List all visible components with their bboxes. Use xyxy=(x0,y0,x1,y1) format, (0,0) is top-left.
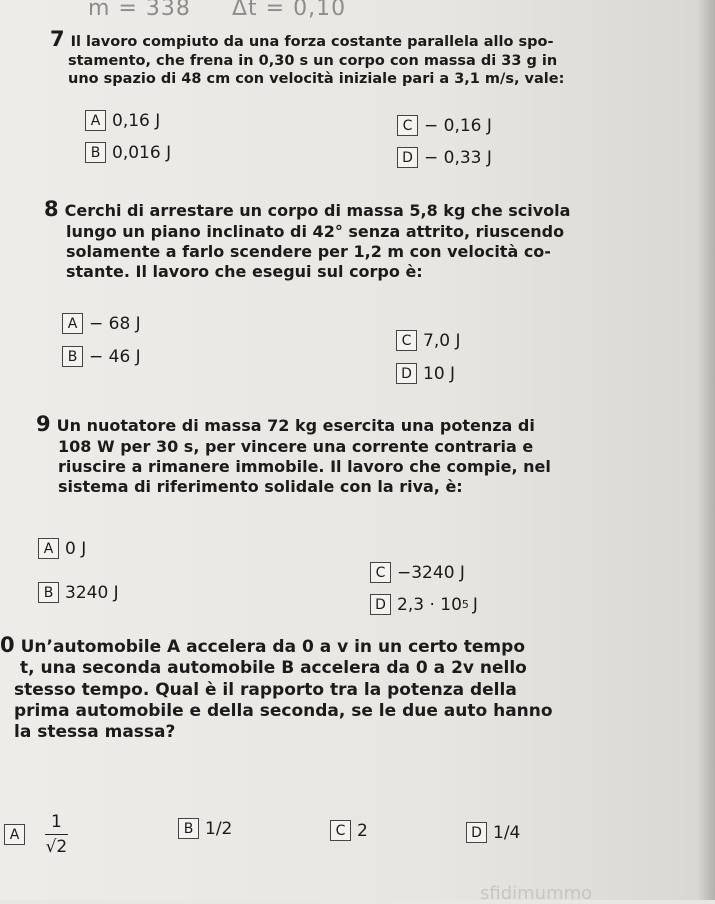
option-b[interactable]: B 3240 J xyxy=(38,582,119,603)
option-a[interactable]: A $\frac{1}{√2}$ xyxy=(4,812,68,857)
question-number: 8 xyxy=(44,197,59,221)
question-text-line: Un nuotatore di massa 72 kg esercita una potenza di xyxy=(56,416,535,435)
question-text-line: 108 W per 30 s, per vincere una corrente contraria e xyxy=(58,437,534,457)
question-7 xyxy=(50,26,564,89)
question-number: 9 xyxy=(36,412,51,436)
option-b[interactable]: B − 46 J xyxy=(62,346,141,367)
question-text-line: Il lavoro compiuto da una forza costante parallela allo spo- xyxy=(70,34,554,50)
option-c[interactable]: C 2 xyxy=(330,820,368,841)
scribble-right: Δt = 0,10 xyxy=(232,0,347,21)
option-a[interactable]: A 0 J xyxy=(38,538,86,559)
option-c[interactable]: C − 0,16 J xyxy=(397,115,492,136)
option-b[interactable]: B 1/2 xyxy=(178,818,232,839)
question-9 xyxy=(36,411,551,497)
option-c[interactable]: C −3240 J xyxy=(370,562,465,583)
page-edge-shadow xyxy=(697,0,715,900)
question-text-line: lungo un piano inclinato di 42° senza attrito, riuscendo xyxy=(66,222,565,242)
question-text-line: riuscire a rimanere immobile. Il lavoro che compie, nel xyxy=(58,457,551,477)
option-a[interactable]: A − 68 J xyxy=(62,313,141,334)
question-number: 7 xyxy=(50,27,65,51)
option-b[interactable]: B 0,016 J xyxy=(85,142,171,163)
question-text-line: prima automobile e della seconda, se le due auto hanno xyxy=(14,700,553,721)
question-text-line: stamento, che frena in 0,30 s un corpo con massa di 33 g in xyxy=(68,53,558,70)
question-number: 0 xyxy=(0,633,15,657)
question-text-line: sistema di riferimento solidale con la riva, è: xyxy=(58,477,463,497)
question-text-line: t, una seconda automobile B accelera da 0 a 2v nello xyxy=(20,658,527,679)
question-10 xyxy=(0,632,553,743)
scribble-left: m = 338 xyxy=(88,0,191,21)
fraction: $\frac{1}{√2}$ xyxy=(45,812,68,857)
question-text-line: stante. Il lavoro che esegui sul corpo è: xyxy=(66,262,423,282)
option-d[interactable]: D 10 J xyxy=(396,363,455,384)
option-d[interactable]: D 1/4 xyxy=(466,822,520,843)
question-text-line: solamente a farlo scendere per 1,2 m con velocità co- xyxy=(66,242,551,262)
question-text-line: la stessa massa? xyxy=(14,722,176,742)
question-8 xyxy=(44,196,570,282)
option-d[interactable]: D 2,3 · 10 5 J xyxy=(370,594,478,615)
option-c[interactable]: C 7,0 J xyxy=(396,330,460,351)
faded-footer-text: sfidimummo xyxy=(480,883,593,904)
question-text-line: stesso tempo. Qual è il rapporto tra la potenza della xyxy=(14,679,517,700)
option-d[interactable]: D − 0,33 J xyxy=(397,147,492,168)
question-text-line: Un’automobile A accelera da 0 a v in un certo tempo xyxy=(20,637,525,657)
question-text-line: uno spazio di 48 cm con velocità iniziale pari a 3,1 m/s, vale: xyxy=(68,71,565,88)
option-a[interactable]: A 0,16 J xyxy=(85,110,160,131)
question-text-line: Cerchi di arrestare un corpo di massa 5,8 kg che scivola xyxy=(64,201,571,220)
